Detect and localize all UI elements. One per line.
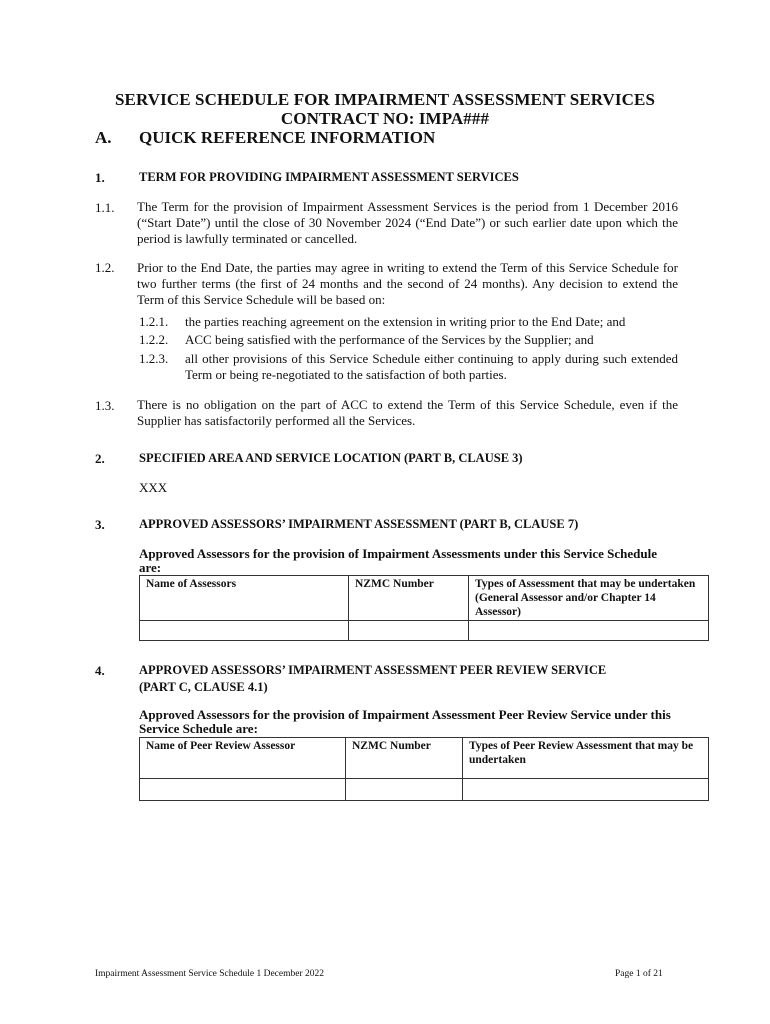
clause-1-2-2-text: ACC being satisfied with the performance of the Services by the Supplier; and [185, 332, 594, 347]
clause-1-2-2-number: 1.2.2. [139, 332, 169, 347]
clause-2-heading: SPECIFIED AREA AND SERVICE LOCATION (PART B, CLAUSE 3) [139, 451, 523, 465]
clause-1-2-1-text: the parties reaching agreement on the extension in writing prior to the End Date; and [185, 314, 626, 329]
clause-1-2-3-number: 1.2.3. [139, 351, 169, 366]
table-cell[interactable] [346, 779, 463, 801]
table-cell[interactable] [463, 779, 709, 801]
clause-1-1-number: 1.1. [95, 200, 115, 215]
clause-4-intro: Approved Assessors for the provision of Impairment Assessment Peer Review Service under this Service Schedule are: [139, 707, 671, 736]
footer-document-name: Impairment Assessment Service Schedule 1 December 2022 [95, 969, 324, 979]
clause-1-number: 1. [95, 170, 105, 185]
table-cell[interactable] [140, 621, 349, 641]
table-row [140, 621, 709, 641]
assessors-table [139, 575, 709, 641]
document-title: SERVICE SCHEDULE FOR IMPAIRMENT ASSESSMENT SERVICES [114, 90, 655, 109]
table-cell[interactable] [469, 621, 709, 641]
peer-review-assessors-table [139, 737, 709, 801]
clause-4-heading-line-2: (PART C, CLAUSE 4.1) [139, 680, 268, 694]
section-a-number: A. [95, 128, 112, 147]
clause-4-heading: APPROVED ASSESSORS’ IMPAIRMENT ASSESSMENT PEER REVIEW SERVICE [139, 663, 607, 677]
footer-page-number: Page 1 of 21 [615, 969, 663, 979]
clause-1-3-text: There is no obligation on the part of ACC to extend the Term of this Service Schedule, even if the Supplier has satisfactorily performed all the Services. [137, 397, 678, 428]
table-row [140, 779, 709, 801]
clause-1-1-text: The Term for the provision of Impairment Assessment Services is the period from 1 December 2016 (“Start Date”) until the close of 30 November 2024 (“End Date”) or such earlier date upon which the period is lawfully terminated or cancelled. [137, 199, 678, 246]
clause-3-number: 3. [95, 517, 105, 532]
table-header-cell: Name of Peer Review Assessor [140, 738, 346, 779]
clause-2-number: 2. [95, 451, 105, 466]
clause-1-heading: TERM FOR PROVIDING IMPAIRMENT ASSESSMENT SERVICES [139, 170, 519, 184]
table-header-cell: Name of Assessors [140, 576, 349, 621]
clause-1-2-3-text: all other provisions of this Service Schedule either continuing to apply during such extended Term or being re-negotiated to the satisfaction of both parties. [185, 351, 678, 382]
clause-4-number: 4. [95, 663, 105, 678]
contract-number: CONTRACT NO: IMPA### [280, 109, 490, 128]
table-header-row [140, 738, 709, 779]
clause-1-3-number: 1.3. [95, 398, 115, 413]
table-header-cell: Types of Assessment that may be undertaken (General Assessor and/or Chapter 14 Assessor) [469, 576, 709, 621]
table-header-cell: Types of Peer Review Assessment that may be undertaken [463, 738, 709, 779]
clause-3-intro: Approved Assessors for the provision of Impairment Assessments under this Service Schedule are: [139, 546, 657, 575]
clause-3-heading: APPROVED ASSESSORS’ IMPAIRMENT ASSESSMENT (PART B, CLAUSE 7) [139, 517, 579, 531]
table-header-cell: NZMC Number [346, 738, 463, 779]
table-header-cell: NZMC Number [349, 576, 469, 621]
clause-1-2-1-number: 1.2.1. [139, 314, 169, 329]
service-location-value: XXX [139, 480, 168, 495]
clause-1-2-text: Prior to the End Date, the parties may agree in writing to extend the Term of this Service Schedule for two further terms (the first of 24 months and the second of 24 months). Any decision to extend the Term of this Service Schedule will be based on: [137, 260, 678, 307]
table-header-row [140, 576, 709, 621]
section-a-title: QUICK REFERENCE INFORMATION [139, 128, 436, 147]
clause-1-2-number: 1.2. [95, 260, 115, 275]
table-cell[interactable] [349, 621, 469, 641]
table-cell[interactable] [140, 779, 346, 801]
